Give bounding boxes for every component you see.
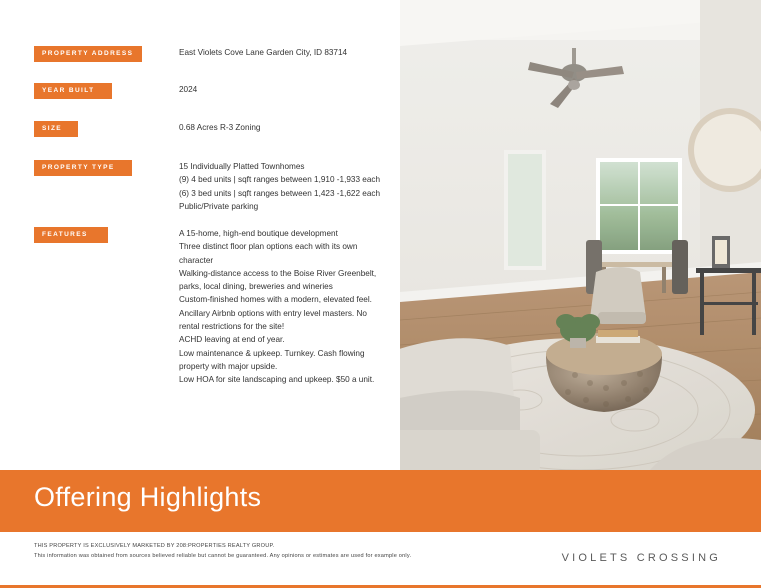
field-label-features: FEATURES (34, 227, 108, 243)
field-size (34, 121, 400, 138)
field-value-features: A 15-home, high-end boutique development Three distinct floor plan options each with its own character Walking-distance access to the Boise River Greenbelt, parks, local dining, breweries and wineries Custom-finished homes with a modern, elevated feel. Ancillary Airbnb options with entry level masters. No rental restrictions for the site! ACHD leaving at end of year. Low maintenance & upkeep. Turnkey. Cash flowing property with major upside. Low HOA for site landscaping and upkeep. $50 a unit. (179, 229, 377, 385)
disclaimer-line-1: THIS PROPERTY IS EXCLUSIVELY MARKETED BY 208:PROPERTIES REALTY GROUP. (34, 543, 275, 549)
offering-highlights-band (0, 470, 761, 532)
field-value-size: 0.68 Acres R-3 Zoning (179, 123, 261, 132)
field-property-address (34, 46, 400, 63)
interior-photo (400, 0, 761, 470)
field-value-property-address: East Violets Cove Lane Garden City, ID 83714 (179, 48, 348, 57)
field-label-property-address: PROPERTY ADDRESS (34, 46, 142, 62)
field-value-year-built: 2024 (179, 85, 198, 94)
field-label-property-type: PROPERTY TYPE (34, 160, 132, 176)
field-year-built (34, 83, 400, 100)
page-footer (0, 532, 761, 588)
field-label-size: SIZE (34, 121, 78, 137)
field-features (34, 227, 400, 385)
field-property-type (34, 160, 400, 211)
disclaimer-line-2: This information was obtained from sources believed reliable but cannot be guaranteed. Any opinions or estimates are used for example only. (34, 552, 412, 559)
property-details-panel (0, 0, 400, 470)
page-title: Offering Highlights (34, 482, 262, 512)
brand-wordmark: VIOLETS CROSSING (561, 552, 721, 564)
disclaimer-text (34, 542, 411, 561)
field-value-property-type: 15 Individually Platted Townhomes (9) 4 bed units | sqft ranges between 1,910 -1,933 each (6) 3 bed units | sqft ranges between 1,423 -1,622 each Public/Private parking (179, 162, 381, 211)
field-label-year-built: YEAR BUILT (34, 83, 112, 99)
